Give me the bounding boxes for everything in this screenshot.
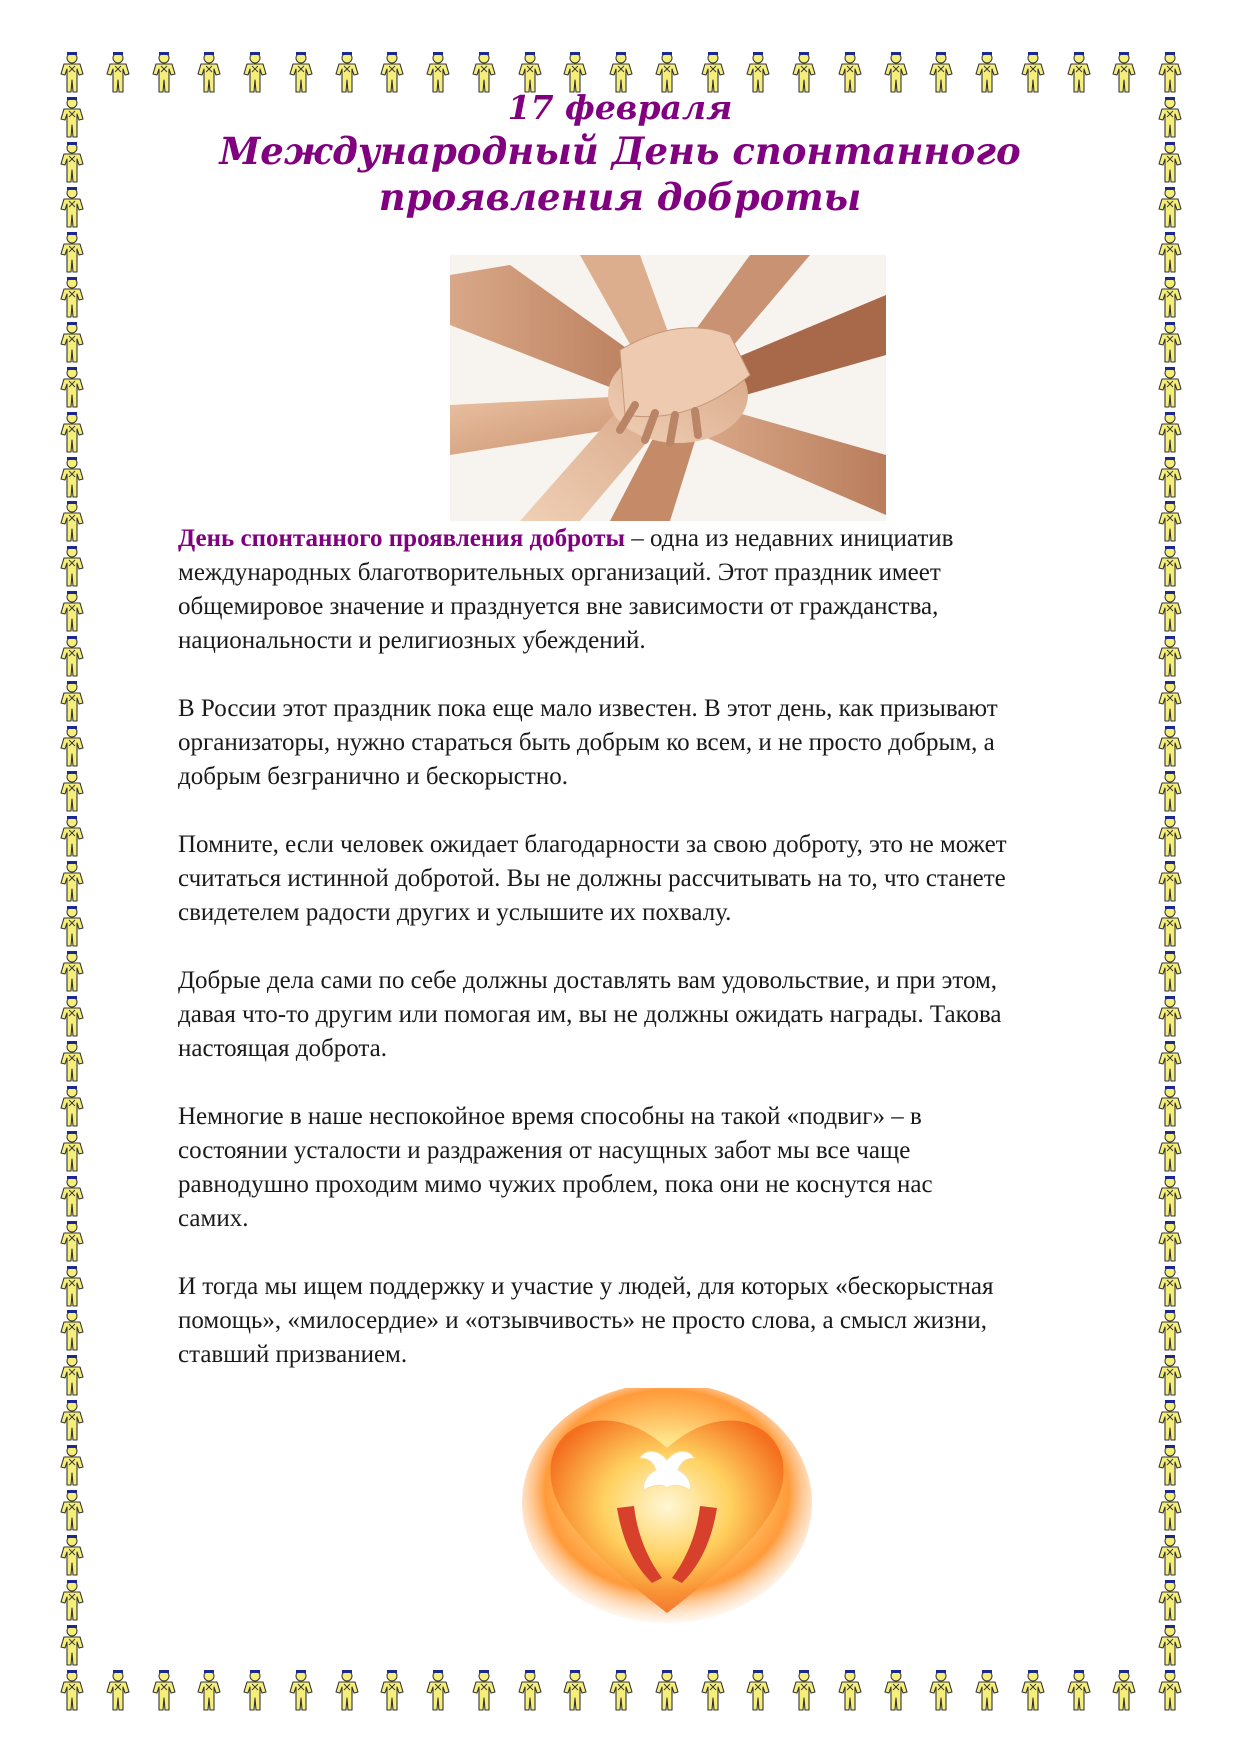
person-figure-icon — [1156, 1488, 1184, 1532]
article-body — [178, 522, 1158, 1406]
person-figure-icon — [1019, 1668, 1047, 1712]
person-figure-icon — [1156, 1174, 1184, 1218]
person-figure-icon — [58, 1129, 86, 1173]
person-figure-icon — [1156, 769, 1184, 813]
person-figure-icon — [1156, 679, 1184, 723]
person-figure-icon — [927, 1668, 955, 1712]
person-figure-icon — [333, 1668, 361, 1712]
person-figure-icon — [58, 1219, 86, 1263]
person-figure-icon — [1110, 1668, 1138, 1712]
person-figure-icon — [1156, 1308, 1184, 1352]
person-figure-icon — [58, 679, 86, 723]
person-figure-icon — [1156, 1398, 1184, 1442]
person-figure-icon — [58, 1353, 86, 1397]
person-figure-icon — [1156, 859, 1184, 903]
person-figure-icon — [58, 814, 86, 858]
person-figure-icon — [58, 634, 86, 678]
person-figure-icon — [1110, 50, 1138, 94]
person-figure-icon — [58, 1623, 86, 1667]
person-figure-icon — [58, 1264, 86, 1308]
person-figure-icon — [516, 1668, 544, 1712]
person-figure-icon — [1156, 230, 1184, 274]
person-figure-icon — [58, 365, 86, 409]
person-figure-icon — [1156, 1443, 1184, 1487]
person-figure-icon — [1156, 1533, 1184, 1577]
person-figure-icon — [150, 1668, 178, 1712]
person-figure-icon — [470, 1668, 498, 1712]
person-figure-icon — [1156, 1623, 1184, 1667]
paragraph-4: Добрые дела сами по себе должны доставлять вам удовольствие, и при этом, давая что-то другим или помогая им, вы не должны ожидать награды. Такова настоящая доброта. — [178, 967, 1002, 1062]
person-figure-icon — [58, 95, 86, 139]
person-figure-icon — [58, 455, 86, 499]
title-block — [160, 88, 1080, 220]
person-figure-icon — [58, 949, 86, 993]
person-figure-icon — [1156, 140, 1184, 184]
person-figure-icon — [58, 140, 86, 184]
person-figure-icon — [58, 1533, 86, 1577]
page-title-line-1: Международный День спонтанного — [219, 129, 1021, 173]
paragraph-1 — [178, 522, 1158, 658]
holiday-name-emphasis: День спонтанного проявления доброты — [178, 525, 626, 552]
person-figure-icon — [58, 1308, 86, 1352]
person-figure-icon — [58, 544, 86, 588]
stacked-hands-photo — [450, 255, 886, 521]
paragraph-1-text: – одна из недавних инициатив международных благотворительных организаций. Этот праздник имеет общемировое значение и празднуется вне зависимости от гражданства, национальности и религиозных убеждений. — [178, 525, 954, 654]
person-figure-icon — [58, 185, 86, 229]
person-figure-icon — [1156, 814, 1184, 858]
person-figure-icon — [1156, 949, 1184, 993]
person-figure-icon — [58, 1174, 86, 1218]
person-figure-icon — [58, 499, 86, 543]
person-figure-icon — [58, 230, 86, 274]
person-figure-icon — [1156, 724, 1184, 768]
person-figure-icon — [1156, 499, 1184, 543]
person-figure-icon — [58, 1443, 86, 1487]
page-title-line-2: проявления доброты — [378, 175, 862, 219]
person-figure-icon — [58, 1488, 86, 1532]
person-figure-icon — [1156, 1264, 1184, 1308]
person-figure-icon — [1156, 1668, 1184, 1712]
person-figure-icon — [1156, 904, 1184, 948]
person-figure-icon — [104, 1668, 132, 1712]
person-figure-icon — [58, 769, 86, 813]
person-figure-icon — [1156, 994, 1184, 1038]
heart-dove-hands-image — [522, 1388, 812, 1628]
person-figure-icon — [882, 1668, 910, 1712]
person-figure-icon — [790, 1668, 818, 1712]
person-figure-icon — [58, 1084, 86, 1128]
person-figure-icon — [1156, 275, 1184, 319]
person-figure-icon — [58, 50, 86, 94]
person-figure-icon — [58, 904, 86, 948]
person-figure-icon — [58, 275, 86, 319]
paragraph-2: В России этот праздник пока еще мало известен. В этот день, как призывают организаторы, нужно стараться быть добрым ко всем, и не просто добрым, а добрым безгранично и бескорыстно. — [178, 695, 998, 790]
person-figure-icon — [607, 1668, 635, 1712]
person-figure-icon — [1156, 634, 1184, 678]
person-figure-icon — [58, 410, 86, 454]
paragraph-5: Немногие в наше неспокойное время способны на такой «подвиг» – в состоянии усталости и раздражения от насущных забот мы все чаще равнодушно проходим мимо чужих проблем, пока они не коснутся нас самих. — [178, 1103, 933, 1232]
person-figure-icon — [1156, 544, 1184, 588]
person-figure-icon — [195, 1668, 223, 1712]
person-figure-icon — [1156, 1084, 1184, 1128]
paragraph-3: Помните, если человек ожидает благодарности за свою доброту, это не может считаться истинной добротой. Вы не должны рассчитывать на то, что станете свидетелем радости других и услышите их похвалу. — [178, 831, 1007, 926]
person-figure-icon — [1156, 1353, 1184, 1397]
person-figure-icon — [973, 1668, 1001, 1712]
person-figure-icon — [1156, 365, 1184, 409]
person-figure-icon — [58, 994, 86, 1038]
person-figure-icon — [1156, 95, 1184, 139]
person-figure-icon — [1156, 320, 1184, 364]
person-figure-icon — [58, 1398, 86, 1442]
person-figure-icon — [378, 1668, 406, 1712]
date-heading: 17 февраля — [507, 88, 733, 127]
person-figure-icon — [58, 1668, 86, 1712]
person-figure-icon — [1156, 1129, 1184, 1173]
person-figure-icon — [58, 1578, 86, 1622]
person-figure-icon — [58, 589, 86, 633]
person-figure-icon — [104, 50, 132, 94]
person-figure-icon — [1156, 410, 1184, 454]
person-figure-icon — [58, 724, 86, 768]
person-figure-icon — [241, 1668, 269, 1712]
person-figure-icon — [58, 1039, 86, 1083]
person-figure-icon — [561, 1668, 589, 1712]
person-figure-icon — [836, 1668, 864, 1712]
person-figure-icon — [424, 1668, 452, 1712]
person-figure-icon — [699, 1668, 727, 1712]
person-figure-icon — [1156, 185, 1184, 229]
person-figure-icon — [1156, 1219, 1184, 1263]
person-figure-icon — [1156, 589, 1184, 633]
person-figure-icon — [58, 320, 86, 364]
person-figure-icon — [1156, 50, 1184, 94]
person-figure-icon — [287, 1668, 315, 1712]
person-figure-icon — [1156, 1578, 1184, 1622]
paragraph-6: И тогда мы ищем поддержку и участие у людей, для которых «бескорыстная помощь», «милосердие» и «отзывчивость» не просто слова, а смысл жизни, ставший призванием. — [178, 1273, 994, 1368]
person-figure-icon — [1156, 455, 1184, 499]
person-figure-icon — [653, 1668, 681, 1712]
person-figure-icon — [744, 1668, 772, 1712]
person-figure-icon — [1156, 1039, 1184, 1083]
person-figure-icon — [1065, 1668, 1093, 1712]
person-figure-icon — [58, 859, 86, 903]
